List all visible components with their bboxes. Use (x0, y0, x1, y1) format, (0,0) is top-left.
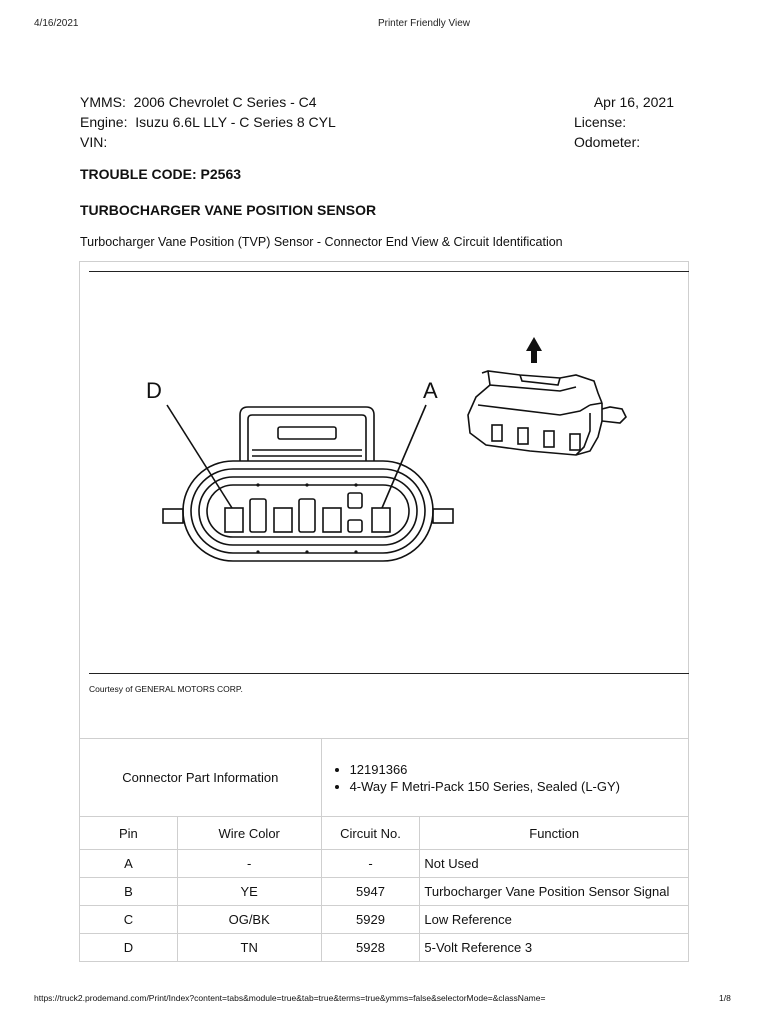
vehicle-info (80, 92, 336, 152)
print-title: Printer Friendly View (377, 18, 471, 29)
header-pin: Pin (80, 817, 178, 850)
pin-a-label: A (423, 378, 438, 403)
connector-part-description: • 4-Way F Metri-Pack 150 Series, Sealed (L-GY) (350, 778, 687, 795)
table-row (80, 934, 689, 962)
print-date: 4/16/2021 (34, 18, 79, 29)
table-row (80, 906, 689, 934)
connector-diagram (90, 275, 688, 671)
vin-line: VIN: (80, 134, 108, 150)
cell-circuit-no: 5929 (321, 906, 420, 934)
connector-part-label: Connector Part Information (80, 739, 322, 817)
cell-function: Low Reference (420, 906, 689, 934)
cell-pin: A (80, 850, 178, 878)
report-date: Apr 16, 2021 (593, 94, 674, 110)
connector-part-values (321, 739, 688, 817)
footer-url[interactable]: https://truck2.prodemand.com/Print/Index?content=tabs&module=true&tab=true&terms=true&ymms=false&selectorMode=&className= (34, 993, 546, 1003)
trouble-code-heading: TROUBLE CODE: P2563 (80, 166, 242, 182)
cell-wire-color: OG/BK (177, 906, 321, 934)
license-label: License: (574, 114, 627, 130)
table-header-row (80, 817, 689, 850)
pin-d-label: D (146, 378, 162, 403)
cell-function: Turbocharger Vane Position Sensor Signal (420, 878, 689, 906)
cell-wire-color: YE (177, 878, 321, 906)
vehicle-info-right (574, 92, 674, 152)
cell-circuit-no: - (321, 850, 420, 878)
cell-wire-color: - (177, 850, 321, 878)
cell-pin: C (80, 906, 178, 934)
header-circuit-no: Circuit No. (321, 817, 420, 850)
header-function: Function (420, 817, 689, 850)
engine-line: Engine: Isuzu 6.6L LLY - C Series 8 CYL (80, 114, 336, 130)
connector-part-row (80, 739, 689, 817)
ymms-line: YMMS: 2006 Chevrolet C Series - C4 (80, 94, 317, 110)
page-number: 1/8 (719, 993, 731, 1003)
cell-function: Not Used (420, 850, 689, 878)
figure-bottom-rule (89, 673, 689, 674)
odometer-label: Odometer: (574, 134, 641, 150)
cell-pin: B (80, 878, 178, 906)
table-row (80, 878, 689, 906)
figure-top-rule (89, 271, 689, 272)
cell-function: 5-Volt Reference 3 (420, 934, 689, 962)
courtesy-note: Courtesy of GENERAL MOTORS CORP. (89, 684, 243, 694)
connector-table (79, 738, 689, 962)
cell-wire-color: TN (177, 934, 321, 962)
figure-title: Turbocharger Vane Position (TVP) Sensor - Connector End View & Circuit Identification (80, 235, 563, 249)
cell-circuit-no: 5928 (321, 934, 420, 962)
header-wire-color: Wire Color (177, 817, 321, 850)
connector-part-number: • 12191366 (350, 761, 687, 778)
section-title: TURBOCHARGER VANE POSITION SENSOR (80, 202, 377, 218)
table-row (80, 850, 689, 878)
cell-pin: D (80, 934, 178, 962)
cell-circuit-no: 5947 (321, 878, 420, 906)
